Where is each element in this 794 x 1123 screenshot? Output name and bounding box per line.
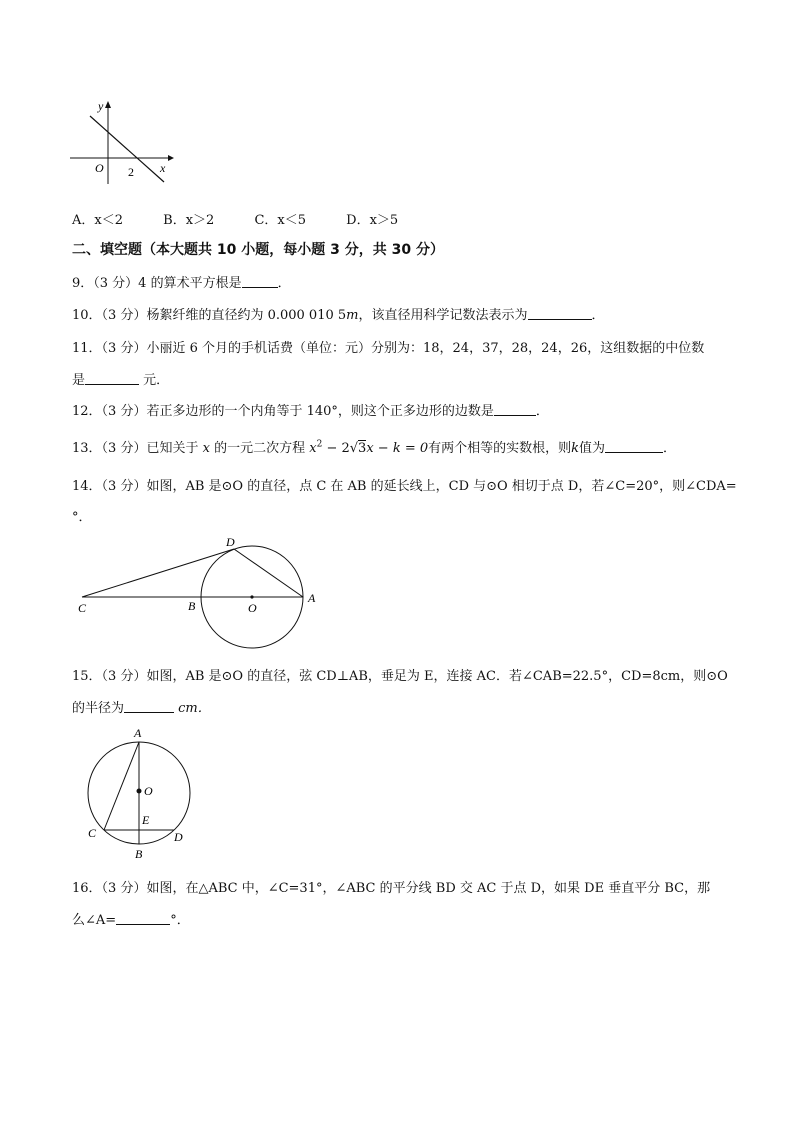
- q15-blank[interactable]: [124, 700, 174, 713]
- x-axis-arrow-icon: [168, 155, 174, 161]
- label-b: B: [135, 847, 143, 861]
- question-11-line2: [72, 369, 169, 388]
- question-14-line2: °．: [72, 510, 92, 525]
- line-da: [234, 549, 303, 597]
- q10-tail: ．: [591, 308, 605, 323]
- q13-mid3: 值为: [579, 441, 606, 456]
- q8-options: [72, 209, 434, 228]
- q13-text: 13．（3 分）已知关于: [72, 441, 199, 456]
- label-c: C: [78, 601, 87, 615]
- y-axis-arrow-icon: [105, 101, 111, 108]
- question-9: [72, 272, 291, 291]
- line-cd: [82, 549, 234, 597]
- x-label: x: [160, 161, 166, 175]
- q15-figure: [80, 724, 200, 866]
- question-15-line1: 15．（3 分）如图，AB 是⊙O 的直径，弦 CD⊥AB，垂足为 E，连接 AC．若∠CAB=22.5°，CD=8cm，则⊙O: [72, 669, 728, 684]
- question-15-line2: [72, 697, 211, 716]
- q13-var-x: x: [202, 441, 210, 456]
- q13-equation: $x^2 - 2√3x - k = 0$: [309, 439, 429, 456]
- q9-blank[interactable]: [242, 275, 278, 288]
- q12-text: 12．（3 分）若正多边形的一个内角等于 140°，则这个正多边形的边数是: [72, 404, 494, 419]
- center-dot: [250, 595, 253, 598]
- option-b[interactable]: B．x＞2: [163, 213, 215, 228]
- label-a: A: [308, 591, 316, 605]
- label-o: O: [248, 601, 257, 615]
- y-label: y: [98, 99, 104, 113]
- label-d: D: [174, 830, 183, 844]
- label-c: C: [88, 826, 97, 840]
- q14-figure: [76, 534, 326, 650]
- center-dot: [137, 789, 142, 794]
- option-a[interactable]: A．x＜2: [72, 213, 123, 228]
- question-16-line2: [72, 909, 190, 928]
- q11-tail: 元．: [139, 373, 170, 388]
- question-13: [72, 437, 676, 456]
- label-a: A: [134, 726, 142, 740]
- q13-var-k: k: [571, 441, 580, 456]
- q16-text: 么∠A=: [72, 913, 117, 928]
- q9-text: 9．（3 分）4 的算术平方根是: [72, 276, 242, 291]
- label-e: E: [142, 813, 150, 827]
- q10-mid: ，该直径用科学记数法表示为: [358, 308, 528, 323]
- q15-text: 的半径为: [72, 701, 125, 716]
- q8-graph: [66, 98, 176, 188]
- q10-text: 10．（3 分）杨絮纤维的直径约为 0.000 010 5: [72, 308, 347, 323]
- q10-blank[interactable]: [528, 307, 592, 320]
- q13-tail: ．: [663, 441, 677, 456]
- q13-mid2: 有两个相等的实数根，则: [428, 441, 572, 456]
- label-o: O: [144, 784, 153, 798]
- chord-ac: [104, 742, 139, 830]
- q16-tail: °．: [170, 913, 190, 928]
- question-16-line1: 16．（3 分）如图，在△ABC 中，∠C=31°，∠ABC 的平分线 BD 交 AC 于点 D，如果 DE 垂直平分 BC，那: [72, 881, 711, 896]
- question-10: [72, 304, 605, 323]
- q12-tail: ．: [535, 404, 549, 419]
- q15-tail: cm．: [174, 701, 211, 716]
- question-14-line1: 14．（3 分）如图，AB 是⊙O 的直径，点 C 在 AB 的延长线上，CD 与⊙O 相切于点 D，若∠C=20°，则∠CDA=: [72, 479, 737, 494]
- q11-blank[interactable]: [85, 372, 139, 385]
- q11-text: 是: [72, 373, 86, 388]
- x-intercept-label: 2: [128, 165, 134, 179]
- option-d[interactable]: D．x＞5: [346, 213, 399, 228]
- q12-blank[interactable]: [494, 403, 536, 416]
- question-11-line1: 11．（3 分）小丽近 6 个月的手机话费（单位：元）分别为：18，24，37，28，24，26，这组数据的中位数: [72, 341, 705, 356]
- question-12: [72, 400, 549, 419]
- sqrt-icon: √: [349, 441, 359, 456]
- q13-mid1: 的一元二次方程: [214, 441, 306, 456]
- label-b: B: [188, 599, 196, 613]
- q9-tail: ．: [277, 276, 291, 291]
- section-heading: 二、填空题（本大题共 10 小题，每小题 3 分，共 30 分）: [72, 242, 444, 258]
- option-c[interactable]: C．x＜5: [254, 213, 306, 228]
- q16-blank[interactable]: [116, 912, 170, 925]
- q13-blank[interactable]: [605, 440, 663, 453]
- label-d: D: [226, 535, 235, 549]
- origin-label: O: [95, 161, 104, 175]
- q10-unit: m: [346, 308, 359, 323]
